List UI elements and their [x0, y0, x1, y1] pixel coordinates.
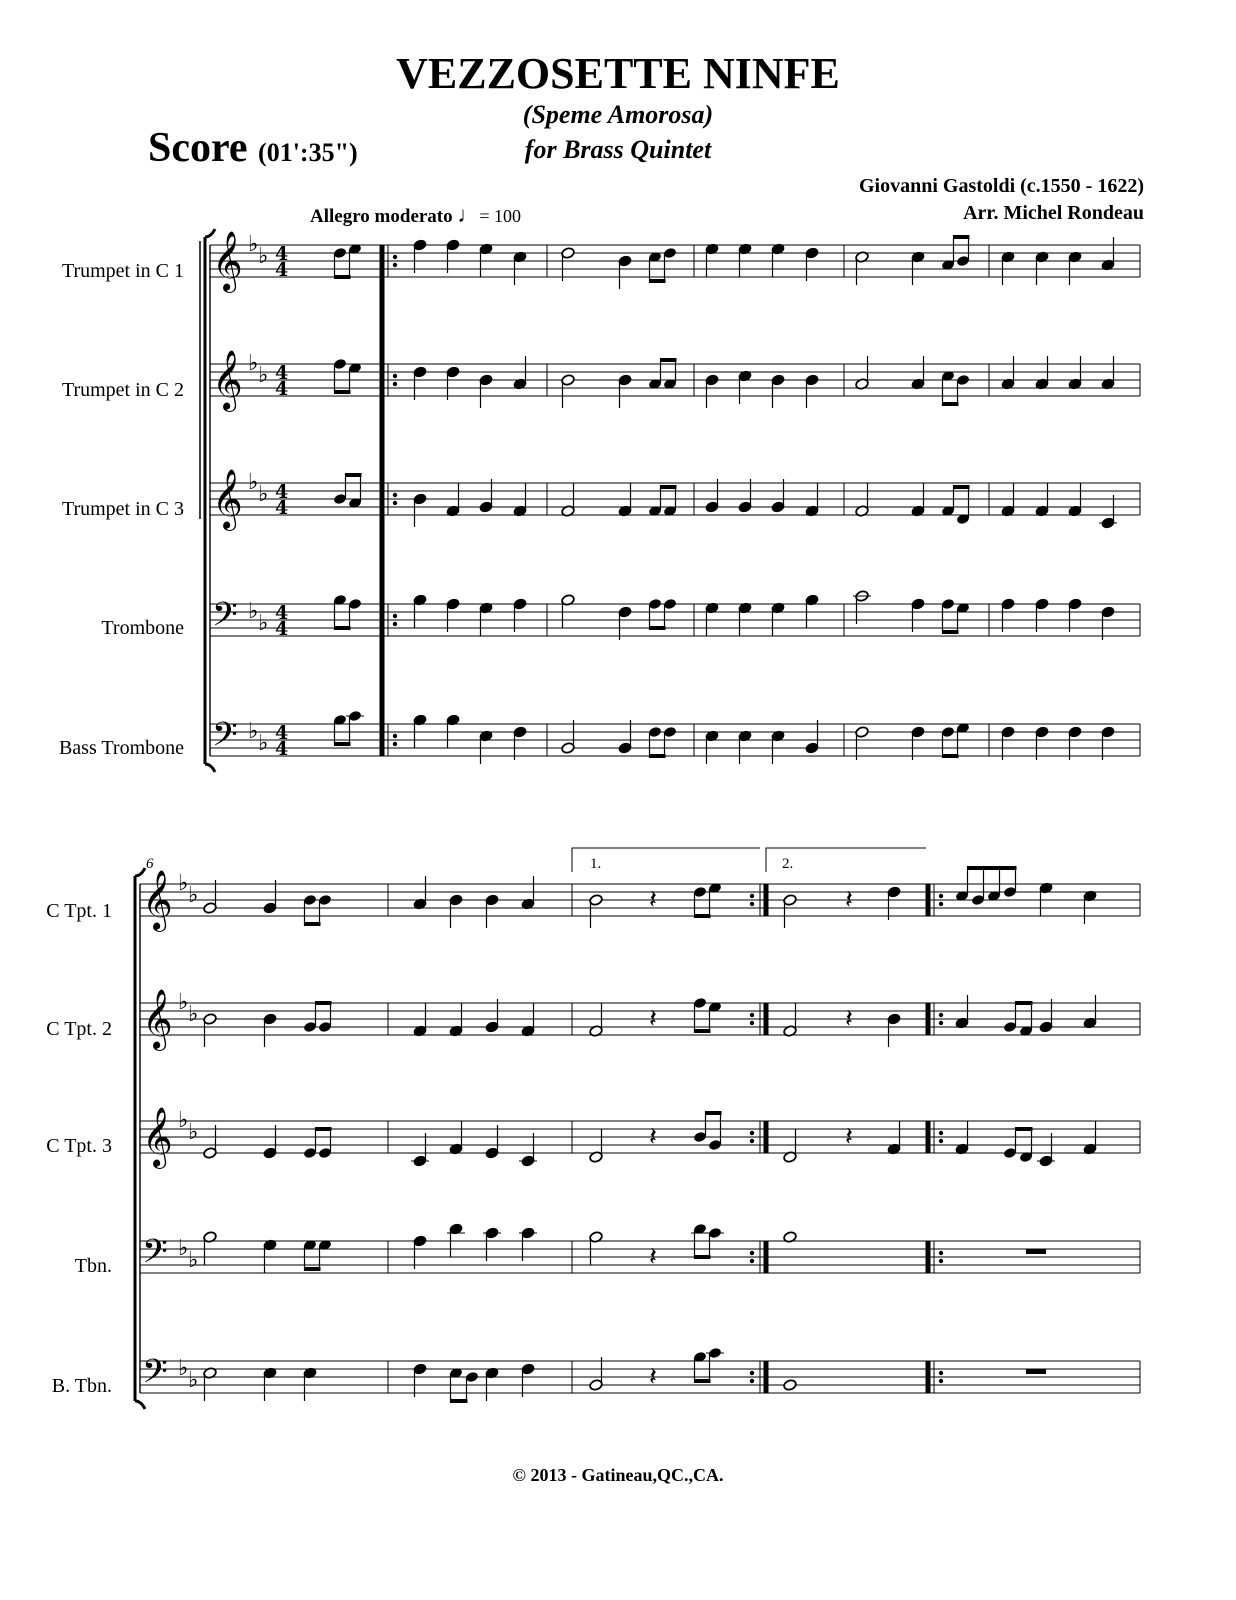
repeat-dot [393, 622, 397, 626]
repeat-dot [750, 894, 754, 898]
note-beam [649, 754, 666, 758]
note-beam [304, 922, 321, 926]
instrument-label: Trumpet in C 1 [61, 260, 184, 282]
quarter-rest-icon: 𝄽 [649, 1122, 657, 1152]
flat-icon: ♭ [258, 363, 269, 388]
treble-clef-icon: 𝄞 [142, 989, 173, 1049]
note-beam [334, 742, 351, 746]
arranger: Arr. Michel Rondeau [963, 202, 1144, 224]
time-signature-top: 4 [275, 243, 289, 265]
time-signature-top: 4 [275, 722, 289, 744]
score-subtitle: (Speme Amorosa) [522, 100, 714, 129]
repeat-dot [393, 742, 397, 746]
repeat-dot [393, 493, 397, 497]
whole-rest-icon [1026, 1249, 1046, 1254]
note-beam [942, 754, 959, 758]
repeat-dot [393, 501, 397, 505]
flat-icon: ♭ [248, 599, 259, 624]
note-beam [334, 626, 351, 630]
note-head [783, 1379, 797, 1391]
repeat-dot [393, 255, 397, 259]
instrument-label: Trumpet in C 3 [61, 498, 184, 520]
volta-1-label: 1. [590, 856, 602, 872]
treble-clef-icon: 𝄞 [142, 870, 173, 930]
composer: Giovanni Gastoldi (c.1550 - 1622) [858, 175, 1144, 197]
note-beam [304, 1267, 321, 1271]
note-beam [694, 914, 711, 918]
repeat-dot [393, 374, 397, 378]
repeat-dot [939, 1013, 943, 1017]
time-signature-bottom: 4 [275, 378, 289, 400]
score-duration: (01':35") [258, 138, 358, 167]
time-signature-bottom: 4 [275, 618, 289, 640]
tempo-value: = 100 [479, 206, 522, 226]
flat-icon: ♭ [178, 990, 189, 1015]
repeat-dot [750, 1251, 754, 1255]
time-signature-top: 4 [275, 362, 289, 384]
flat-icon: ♭ [178, 1356, 189, 1381]
note-beam [660, 485, 677, 489]
note-beam [694, 1379, 711, 1383]
note-beam [450, 1399, 468, 1403]
quarter-rest-icon: 𝄽 [845, 1122, 853, 1152]
flat-icon: ♭ [178, 871, 189, 896]
note-beam [649, 626, 666, 630]
repeat-dot [939, 1139, 943, 1143]
repeat-dot [393, 382, 397, 386]
note-beam [942, 630, 959, 634]
bass-clef-icon: 𝄢 [212, 596, 238, 642]
note-beam [953, 235, 970, 239]
quarter-rest-icon: 𝄽 [649, 1362, 657, 1392]
note-beam [694, 1029, 711, 1033]
score-title: VEZZOSETTE NINFE [396, 49, 840, 98]
flat-icon: ♭ [178, 1236, 189, 1261]
tempo-text: Allegro moderato [310, 206, 453, 227]
time-signature-bottom: 4 [275, 497, 289, 519]
repeat-dot [750, 1379, 754, 1383]
bass-clef-icon: 𝄢 [142, 1353, 168, 1399]
treble-clef-icon: 𝄞 [212, 231, 243, 291]
treble-clef-icon: 𝄞 [212, 469, 243, 529]
instrument-label: C Tpt. 2 [46, 1018, 112, 1040]
bass-clef-icon: 𝄢 [212, 716, 238, 762]
quarter-rest-icon: 𝄽 [649, 1242, 657, 1272]
volta-2-label: 2. [782, 856, 794, 872]
flat-icon: ♭ [188, 883, 199, 908]
note-beam [1015, 1001, 1033, 1005]
measure-number: 6 [146, 856, 154, 872]
repeat-dot [393, 263, 397, 267]
repeat-dot [939, 1131, 943, 1135]
repeat-dot [750, 1013, 754, 1017]
flat-icon: ♭ [258, 482, 269, 507]
instrument-label: B. Tbn. [51, 1375, 112, 1397]
flat-icon: ♭ [248, 470, 259, 495]
flat-icon: ♭ [188, 1120, 199, 1145]
whole-rest-icon [1026, 1369, 1046, 1374]
repeat-dot [750, 1259, 754, 1263]
repeat-dot [939, 1251, 943, 1255]
repeat-dot [750, 1131, 754, 1135]
note-beam [315, 1127, 332, 1131]
time-signature-bottom: 4 [275, 259, 289, 281]
quarter-rest-icon: 𝄽 [649, 1004, 657, 1034]
note-beam [967, 866, 1017, 870]
instrument-label: Trumpet in C 2 [61, 379, 184, 401]
flat-icon: ♭ [258, 244, 269, 269]
quarter-note-icon: ♩ [457, 202, 480, 227]
repeat-dot [750, 902, 754, 906]
repeat-dot [939, 894, 943, 898]
repeat-dot [750, 1371, 754, 1375]
instrument-label: C Tpt. 1 [46, 900, 112, 922]
flat-icon: ♭ [188, 1248, 199, 1273]
note-beam [942, 402, 959, 406]
note-beam [649, 279, 666, 283]
bass-clef-icon: 𝄢 [142, 1233, 168, 1279]
time-signature-top: 4 [275, 481, 289, 503]
note-beam [334, 275, 351, 279]
flat-icon: ♭ [188, 1368, 199, 1393]
score-label-text: Score [148, 125, 248, 171]
flat-icon: ♭ [178, 1108, 189, 1133]
instrument-label: Bass Trombone [58, 737, 184, 759]
note-beam [660, 358, 677, 362]
repeat-dot [750, 1021, 754, 1025]
score-instrumentation: for Brass Quintet [524, 135, 712, 164]
treble-clef-icon: 𝄞 [212, 350, 243, 410]
time-signature-top: 4 [275, 602, 289, 624]
repeat-dot [750, 1139, 754, 1143]
time-signature-bottom: 4 [275, 738, 289, 760]
flat-icon: ♭ [258, 611, 269, 636]
copyright: © 2013 - Gatineau,QC.,CA. [512, 1465, 724, 1485]
repeat-dot [393, 734, 397, 738]
note-beam [694, 1255, 711, 1259]
instrument-label: Trombone [101, 617, 184, 639]
note-beam [1015, 1127, 1033, 1131]
flat-icon: ♭ [248, 719, 259, 744]
repeat-dot [939, 1379, 943, 1383]
flat-icon: ♭ [248, 232, 259, 257]
treble-clef-icon: 𝄞 [142, 1107, 173, 1167]
repeat-dot [939, 1259, 943, 1263]
note-beam [315, 1001, 332, 1005]
instrument-label: Tbn. [74, 1255, 112, 1277]
quarter-rest-icon: 𝄽 [845, 1004, 853, 1034]
note-beam [705, 1111, 722, 1115]
quarter-rest-icon: 𝄽 [649, 885, 657, 915]
repeat-dot [939, 1371, 943, 1375]
flat-icon: ♭ [248, 351, 259, 376]
repeat-dot [939, 1021, 943, 1025]
note-beam [334, 390, 351, 394]
note-beam [953, 485, 970, 489]
quarter-rest-icon: 𝄽 [845, 885, 853, 915]
instrument-label: C Tpt. 3 [46, 1135, 112, 1157]
repeat-dot [393, 614, 397, 618]
flat-icon: ♭ [188, 1002, 199, 1027]
flat-icon: ♭ [258, 731, 269, 756]
repeat-dot [939, 902, 943, 906]
note-beam [345, 473, 362, 477]
